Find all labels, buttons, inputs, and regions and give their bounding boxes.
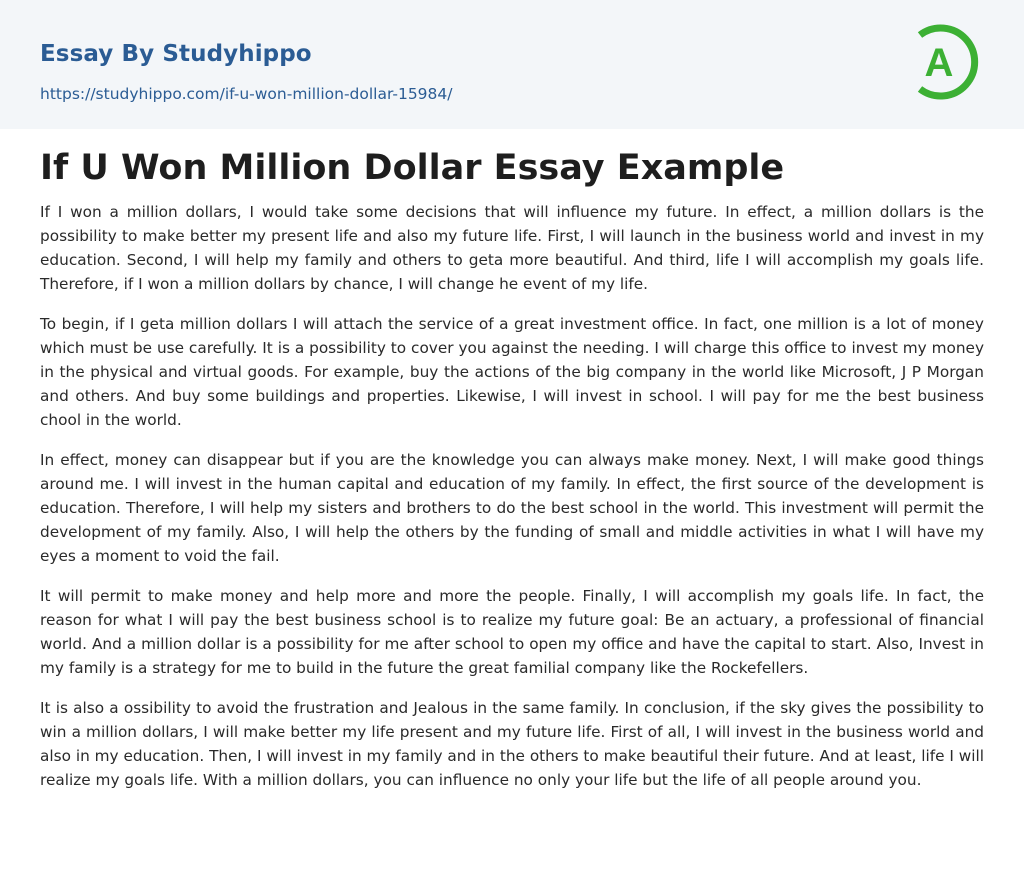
logo-a-icon <box>912 19 986 105</box>
essay-paragraph: To begin, if I geta million dollars I will attach the service of a great investment office. In fact, one million is a lot of money which must be use carefully. It is a possibility to cover you against the needing. I will charge this office to invest my money in the physical and virtual goods. For example, buy the actions of the big company in the world like Microsoft, J P Morgan and others. And buy some buildings and properties. Likewise, I will invest in school. I will pay for me the best business chool in the world. <box>40 315 984 429</box>
essay-paragraph: If I won a million dollars, I would take some decisions that will influence my future. In effect, a million dollars is the possibility to make better my present life and also my future life. First, I will launch in the business world and invest in my education. Second, I will help my family and others to geta more beautiful. And third, life I will accomplish my goals life. Therefore, if I won a million dollars by chance, I will change he event of my life. <box>40 203 984 293</box>
essay-url-link[interactable]: https://studyhippo.com/if-u-won-million-dollar-15984/ <box>40 85 453 103</box>
essay-paragraph: It is also a ossibility to avoid the frustration and Jealous in the same family. In conclusion, if the sky gives the possibility to win a million dollars, I will make better my life present and my future life. First of all, I will invest in the business world and also in my education. Then, I will invest in my family and in the others to make beautiful their future. And at least, life I will realize my goals life. With a million dollars, you can influence no only your life but the life of all people around you. <box>40 699 984 789</box>
logo-letter: A <box>924 41 954 85</box>
essay-paragraph: In effect, money can disappear but if you are the knowledge you can always make money. Next, I will make good things around me. I will invest in the human capital and education of my family. In effect, the first source of the development is education. Therefore, I will help my sisters and brothers to do the best school in the world. This investment will permit the development of my family. Also, I will help the others by the funding of small and middle activities in what I will have my eyes a moment to void the fail. <box>40 451 984 565</box>
essay-paragraph: It will permit to make money and help more and more the people. Finally, I will accomplish my goals life. In fact, the reason for what I will pay the best business school is to realize my future goal: Be an actuary, a professional of financial world. And a million dollar is a possibility for me after school to open my office and have the capital to start. Also, Invest in my family is a strategy for me to build in the future the great familial company like the Rockefellers. <box>40 587 984 677</box>
studyhippo-logo[interactable] <box>912 19 986 105</box>
essay-title: If U Won Million Dollar Essay Example <box>40 148 785 188</box>
essay-body <box>40 200 984 808</box>
site-title[interactable]: Essay By Studyhippo <box>40 41 312 67</box>
